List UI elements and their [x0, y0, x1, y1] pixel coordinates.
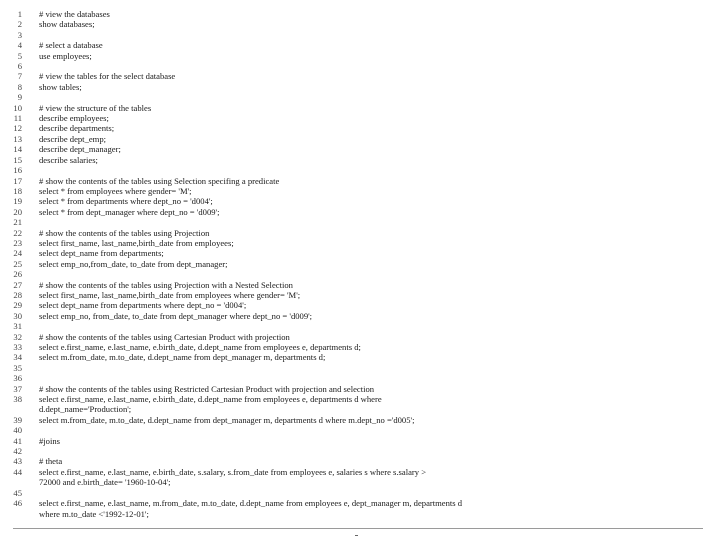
- line-number: 4: [17, 40, 22, 51]
- line-number: 22: [13, 227, 22, 238]
- code-line: [0, 488, 714, 498]
- line-text: select e.first_name, e.last_name, e.birth_date, d.dept_name from employees e, departments d;: [39, 342, 361, 352]
- line-text: show tables;: [39, 81, 82, 92]
- line-number: 41: [13, 435, 22, 446]
- line-number: 2: [17, 19, 22, 30]
- line-text: select * from dept_manager where dept_no = 'd009';: [39, 206, 220, 217]
- page-divider: [13, 528, 703, 529]
- line-number: 23: [13, 237, 22, 248]
- code-line: [0, 92, 714, 102]
- line-number: 38: [13, 394, 22, 405]
- code-line: [0, 238, 714, 248]
- line-number: 40: [13, 425, 22, 436]
- code-line: [0, 425, 714, 435]
- line-number: 20: [13, 206, 22, 217]
- code-line: [0, 456, 714, 466]
- line-number: 8: [17, 81, 22, 92]
- line-text: # show the contents of the tables using Restricted Cartesian Product with projection and selection: [39, 383, 375, 394]
- code-line: [0, 217, 714, 227]
- line-number: 11: [13, 113, 22, 124]
- code-line: [0, 363, 714, 373]
- line-number: 31: [13, 321, 22, 332]
- line-text: select * from employees where gender= 'M';: [39, 185, 192, 196]
- line-number: 29: [13, 300, 22, 311]
- line-number: 12: [13, 123, 22, 134]
- line-text: use employees;: [39, 50, 92, 61]
- code-line: [0, 300, 714, 310]
- code-line: [0, 71, 714, 81]
- code-line: [0, 196, 714, 206]
- line-number: 25: [13, 258, 22, 269]
- code-line: [0, 228, 714, 238]
- line-text: describe dept_manager;: [39, 144, 121, 155]
- line-text: describe salaries;: [39, 154, 98, 165]
- code-line: [0, 51, 714, 61]
- line-number: 27: [13, 279, 22, 290]
- line-number: 13: [13, 133, 22, 144]
- line-text: describe employees;: [39, 113, 109, 124]
- code-line: [0, 436, 714, 446]
- line-number: 35: [13, 362, 22, 373]
- code-line: [0, 144, 714, 154]
- line-number: 36: [13, 373, 22, 384]
- line-number: 34: [13, 352, 22, 363]
- line-number: 17: [13, 175, 22, 186]
- code-line: [0, 176, 714, 186]
- line-text: #joins: [39, 435, 61, 446]
- line-text: select m.from_date, m.to_date, d.dept_name from dept_manager m, departments d where m.dept_no ='d005';: [39, 414, 415, 425]
- line-text: describe departments;: [39, 123, 115, 134]
- line-number: 6: [17, 61, 22, 72]
- line-number: 39: [13, 414, 22, 425]
- line-text: select m.from_date, m.to_date, d.dept_name from dept_manager m, departments d;: [39, 352, 326, 363]
- line-text: select dept_name from departments where dept_no = 'd004';: [39, 300, 247, 311]
- line-number: 32: [13, 331, 22, 342]
- line-number: 7: [17, 71, 22, 82]
- code-line: [0, 384, 714, 394]
- line-number: 5: [17, 50, 22, 61]
- line-text: select e.first_name, e.last_name, e.birth_date, s.salary, s.from_date from employees e, salaries s where s.salary > 72000 and e.birth_date= '1960-10-04';: [39, 466, 427, 488]
- code-line: [0, 373, 714, 383]
- line-number: 15: [13, 154, 22, 165]
- code-line: [0, 259, 714, 269]
- line-number: 14: [13, 144, 22, 155]
- code-line: [0, 123, 714, 133]
- code-line: [0, 155, 714, 165]
- code-line: [0, 394, 714, 415]
- code-line: [0, 446, 714, 456]
- code-line: [0, 467, 714, 488]
- line-number: 18: [13, 185, 22, 196]
- code-line: [0, 342, 714, 352]
- code-line: [0, 40, 714, 50]
- code-line: [0, 113, 714, 123]
- code-line: [0, 290, 714, 300]
- code-line: [0, 352, 714, 362]
- line-number: 45: [13, 487, 22, 498]
- line-text: select emp_no,from_date, to_date from dept_manager;: [39, 258, 228, 269]
- line-text: # select a database: [39, 40, 103, 51]
- line-number: 33: [13, 342, 22, 352]
- code-line: [0, 498, 714, 519]
- line-number: 26: [13, 269, 22, 280]
- line-text: select e.first_name, e.last_name, m.from_date, m.to_date, d.dept_name from employees e, dept_manager m, departments d where m.to_date <'1992-12-01';: [39, 498, 463, 519]
- line-text: describe dept_emp;: [39, 133, 107, 144]
- line-number: 19: [13, 196, 22, 207]
- code-line: [0, 321, 714, 331]
- line-number: 43: [13, 456, 22, 467]
- line-number: 37: [13, 383, 22, 394]
- code-line: [0, 207, 714, 217]
- line-number: 44: [13, 466, 22, 477]
- code-document: [0, 9, 714, 519]
- line-text: show databases;: [39, 19, 95, 30]
- code-line: [0, 82, 714, 92]
- line-text: # view the databases: [39, 9, 110, 19]
- line-number: 28: [13, 289, 22, 300]
- line-number: 9: [17, 92, 22, 103]
- line-text: select first_name, last_name,birth_date from employees where gender= 'M';: [39, 289, 301, 300]
- line-number: 16: [13, 165, 22, 176]
- code-line: [0, 186, 714, 196]
- line-number: 10: [13, 102, 22, 113]
- line-text: select emp_no, from_date, to_date from dept_manager where dept_no = 'd009';: [39, 310, 313, 321]
- code-line: [0, 30, 714, 40]
- line-text: # theta: [39, 456, 63, 467]
- code-line: [0, 134, 714, 144]
- code-line: [0, 19, 714, 29]
- code-line: [0, 415, 714, 425]
- code-line: [0, 332, 714, 342]
- line-number: 3: [17, 29, 22, 40]
- code-line: [0, 103, 714, 113]
- code-line: [0, 269, 714, 279]
- line-text: # show the contents of the tables using Projection: [39, 227, 210, 238]
- line-text: # view the tables for the select database: [39, 71, 176, 82]
- code-line: [0, 311, 714, 321]
- line-text: # show the contents of the tables using Cartesian Product with projection: [39, 331, 290, 342]
- line-text: # show the contents of the tables using Projection with a Nested Selection: [39, 279, 293, 290]
- line-text: # view the structure of the tables: [39, 102, 152, 113]
- code-line: [0, 165, 714, 175]
- line-number: 1: [17, 9, 22, 19]
- line-number: 46: [13, 498, 22, 509]
- line-number: 42: [13, 446, 22, 457]
- line-text: # show the contents of the tables using Selection specifing a predicate: [39, 175, 280, 186]
- line-text: select dept_name from departments;: [39, 248, 164, 259]
- line-text: select * from departments where dept_no = 'd004';: [39, 196, 213, 207]
- code-line: [0, 280, 714, 290]
- line-number: 24: [13, 248, 22, 259]
- line-text: select first_name, last_name,birth_date from employees;: [39, 237, 234, 248]
- code-line: [0, 9, 714, 19]
- line-number: 30: [13, 310, 22, 321]
- code-line: [0, 61, 714, 71]
- code-line: [0, 248, 714, 258]
- page-marker: [355, 535, 358, 536]
- line-text: select e.first_name, e.last_name, e.birth_date, d.dept_name from employees e, departments d where d.dept_name='Production';: [39, 394, 382, 415]
- line-number: 21: [13, 217, 22, 228]
